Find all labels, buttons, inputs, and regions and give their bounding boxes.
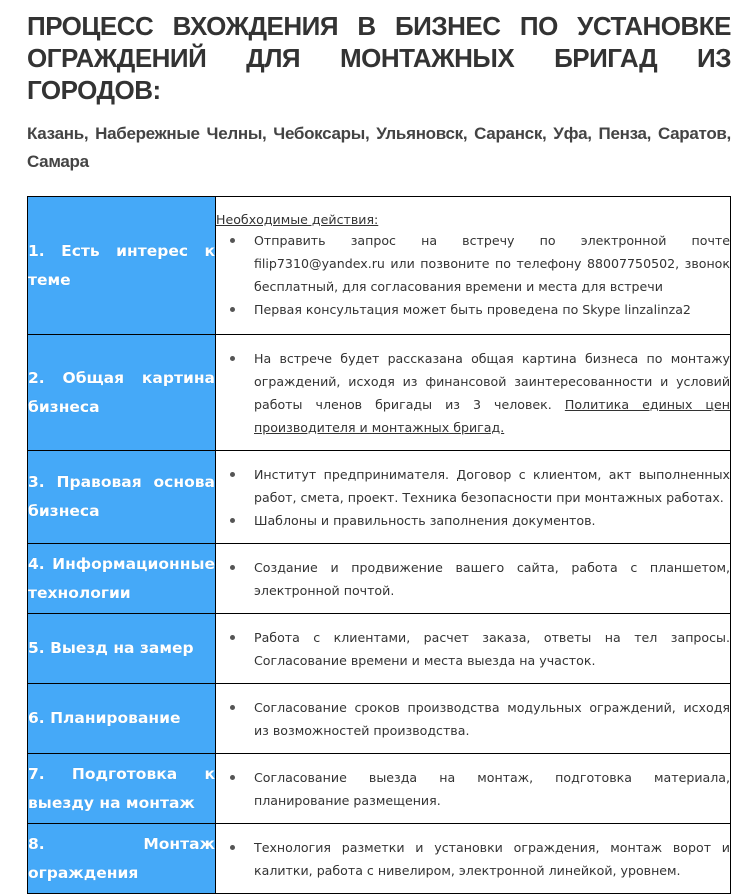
step-label: 3. Правовая основа бизнеса <box>28 451 216 544</box>
step-description <box>216 451 731 544</box>
bullet-list <box>216 696 730 742</box>
bullet-list <box>216 626 730 672</box>
cities-list: Казань, Набережные Челны, Чебоксары, Ульяновск, Саранск, Уфа, Пенза, Саратов, Самара <box>27 124 731 171</box>
step-label: 7. Подготовка к выезду на монтаж <box>28 754 216 824</box>
table-row <box>28 544 731 614</box>
step-label: 6. Планирование <box>28 684 216 754</box>
bullet-icon <box>230 845 235 850</box>
process-table <box>27 196 731 894</box>
bullet-icon <box>230 356 235 361</box>
list-item: Шаблоны и правильность заполнения документов. <box>254 509 730 532</box>
step-label: 2. Общая картина бизнеса <box>28 335 216 451</box>
step-label: 1. Есть интерес к теме <box>28 197 216 335</box>
step-description <box>216 824 731 894</box>
bullet-list <box>216 766 730 812</box>
bullet-list <box>216 347 730 439</box>
bullet-list <box>216 556 730 602</box>
bullet-icon <box>230 238 235 243</box>
step-description <box>216 684 731 754</box>
bullet-icon <box>230 565 235 570</box>
list-item: Первая консультация может быть проведена по Skype linzalinza2 <box>254 298 730 321</box>
table-row <box>28 754 731 824</box>
page-title: ПРОЦЕСС ВХОЖДЕНИЯ В БИЗНЕС ПО УСТАНОВКЕ ОГРАЖДЕНИЙ ДЛЯ МОНТАЖНЫХ БРИГАД ИЗ ГОРОДОВ: <box>27 11 731 105</box>
step-description <box>216 197 731 335</box>
bullet-icon <box>230 518 235 523</box>
list-item: Институт предпринимателя. Договор с клиентом, акт выполненных работ, смета, проект. Техника безопасности при монтажных работах. <box>254 463 730 509</box>
pricing-policy-link[interactable]: Политика единых цен производителя и монтажных бригад. <box>254 396 730 435</box>
table-row <box>28 451 731 544</box>
list-item: Технология разметки и установки ограждения, монтаж ворот и калитки, работа с нивелиром, электронной линейкой, уровнем. <box>254 836 730 882</box>
actions-header: Необходимые действия: <box>216 211 379 227</box>
bullet-list <box>216 836 730 882</box>
bullet-icon <box>230 705 235 710</box>
list-item: Отправить запрос на встречу по электронной почте filip7310@yandex.ru или позвоните по телефону 88007750502, звонок бесплатный, для согласования времени и места для встречи <box>254 229 730 298</box>
step-description <box>216 544 731 614</box>
bullet-icon <box>230 635 235 640</box>
step-description <box>216 754 731 824</box>
step-label: 8. Монтаж ограждения <box>28 824 216 894</box>
step-label: 4. Информационные технологии <box>28 544 216 614</box>
bullet-list <box>216 463 730 532</box>
step-description <box>216 614 731 684</box>
list-item: Создание и продвижение вашего сайта, работа с планшетом, электронной почтой. <box>254 556 730 602</box>
table-row <box>28 824 731 894</box>
step-description <box>216 335 731 451</box>
table-row <box>28 197 731 335</box>
table-row <box>28 335 731 451</box>
step-label: 5. Выезд на замер <box>28 614 216 684</box>
bullet-icon <box>230 775 235 780</box>
list-item: Работа с клиентами, расчет заказа, ответы на тел запросы. Согласование времени и места выезда на участок. <box>254 626 730 672</box>
table-row <box>28 614 731 684</box>
list-item: Согласование сроков производства модульных ограждений, исходя из возможностей производства. <box>254 696 730 742</box>
bullet-icon <box>230 472 235 477</box>
list-item: Согласование выезда на монтаж, подготовка материала, планирование размещения. <box>254 766 730 812</box>
bullet-list <box>216 229 730 321</box>
list-item: На встрече будет рассказана общая картина бизнеса по монтажу ограждений, исходя из финансовой заинтересованности и условий работы членов бригады из 3 человек. Политика единых цен производителя и монтажных бригад. <box>254 347 730 439</box>
bullet-icon <box>230 307 235 312</box>
table-row <box>28 684 731 754</box>
